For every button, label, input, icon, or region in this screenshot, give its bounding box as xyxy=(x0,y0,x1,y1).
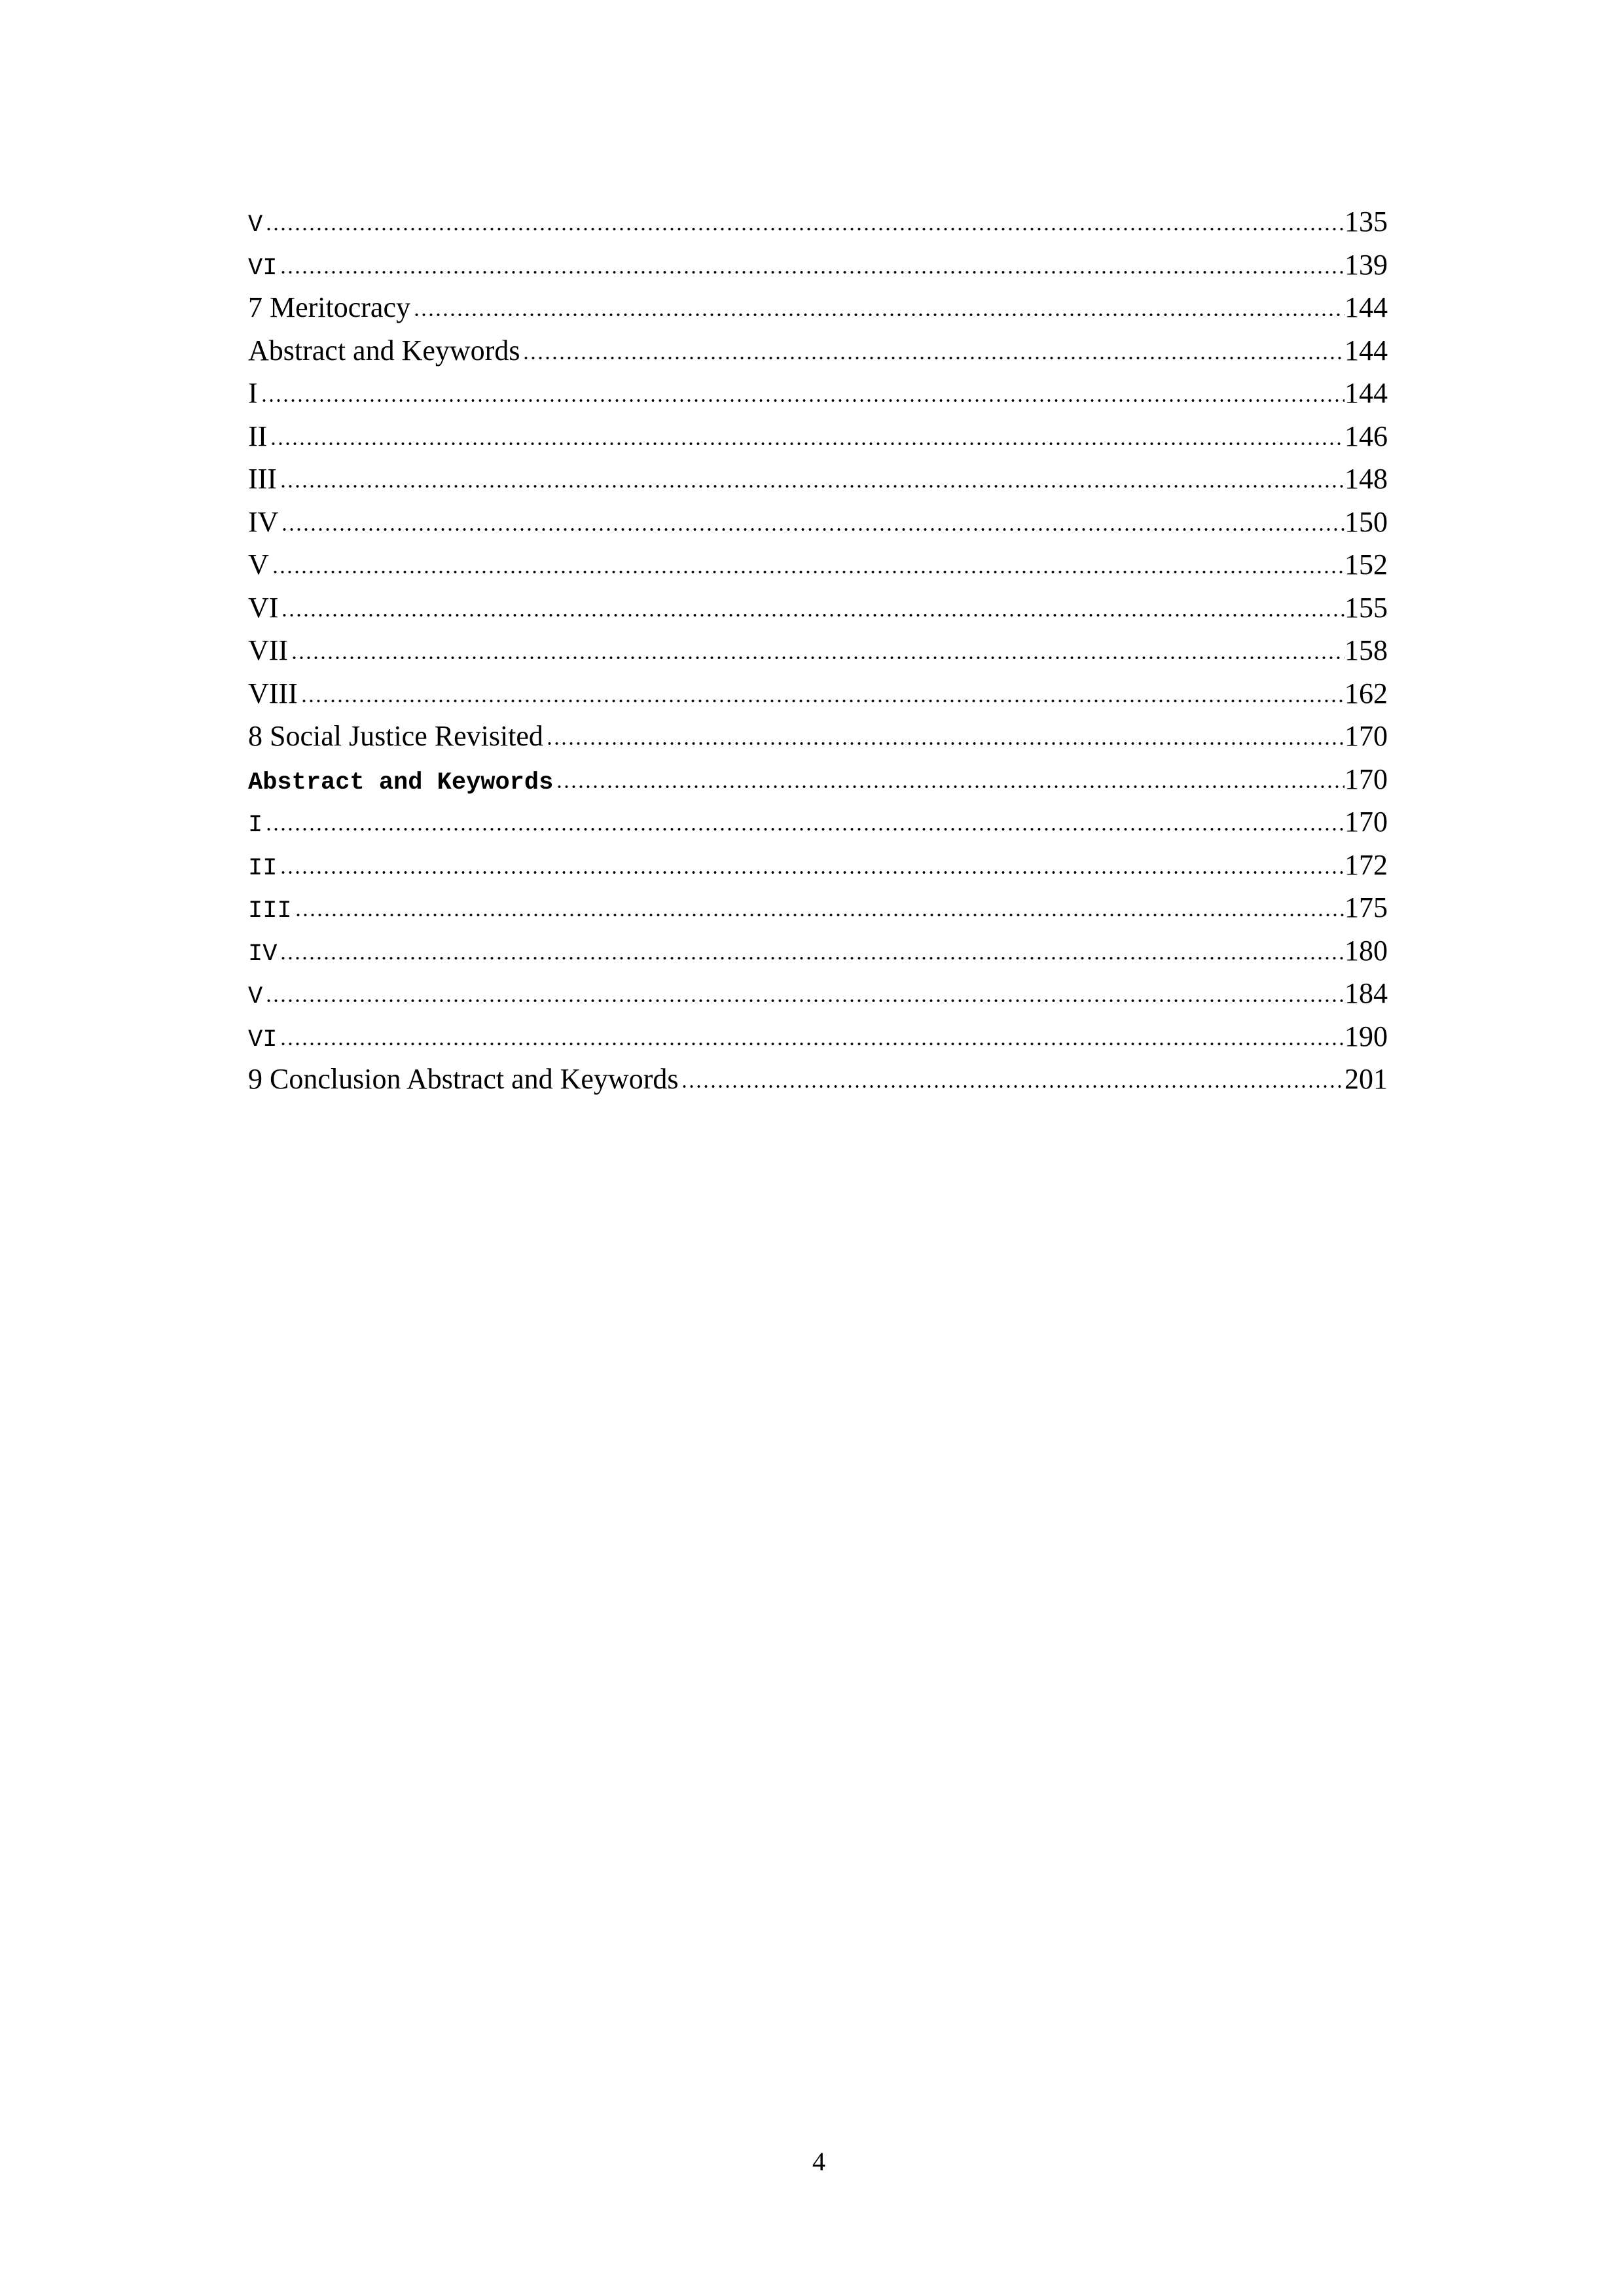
toc-dot-leader xyxy=(556,785,1344,789)
toc-entry-label: III xyxy=(248,463,277,495)
toc-entry-label: II xyxy=(248,854,278,882)
toc-dot-leader xyxy=(265,827,1344,831)
toc-entry[interactable] xyxy=(248,672,1388,715)
toc-entry-label: I xyxy=(248,812,263,839)
page-number: 4 xyxy=(812,2147,825,2176)
toc-entry-page: 152 xyxy=(1344,548,1388,581)
toc-entry[interactable] xyxy=(248,1015,1388,1058)
toc-entry[interactable] xyxy=(248,415,1388,458)
toc-entry[interactable] xyxy=(248,586,1388,630)
toc-dot-leader xyxy=(291,656,1344,660)
toc-entry-page: 184 xyxy=(1344,977,1388,1009)
toc-entry-label: VIII xyxy=(248,677,298,709)
toc-entry[interactable] xyxy=(248,329,1388,372)
toc-entry-page: 139 xyxy=(1344,248,1388,281)
toc-dot-leader xyxy=(265,227,1344,231)
toc-entry[interactable] xyxy=(248,715,1388,758)
toc-dot-leader xyxy=(280,270,1344,274)
toc-entry-page: 175 xyxy=(1344,891,1388,924)
toc-dot-leader xyxy=(546,742,1344,745)
toc-dot-leader xyxy=(265,999,1344,1003)
toc-entry[interactable] xyxy=(248,501,1388,544)
toc-entry-label: III xyxy=(248,897,292,925)
toc-entry[interactable] xyxy=(248,372,1388,415)
toc-dot-leader xyxy=(270,442,1344,446)
toc-entry-label: IV xyxy=(248,505,279,538)
toc-entry-label: VI xyxy=(248,254,278,282)
toc-entry-label: IV xyxy=(248,940,278,968)
toc-dot-leader xyxy=(300,699,1344,703)
toc-entry[interactable] xyxy=(248,758,1388,801)
toc-dot-leader xyxy=(280,1042,1344,1046)
toc-entry-page: 150 xyxy=(1344,505,1388,538)
toc-entry-label: VI xyxy=(248,1026,278,1054)
toc-entry[interactable] xyxy=(248,243,1388,287)
toc-dot-leader xyxy=(681,1085,1344,1088)
toc-entry[interactable] xyxy=(248,543,1388,586)
toc-entry-page: 155 xyxy=(1344,591,1388,624)
toc-entry-label: II xyxy=(248,420,268,452)
toc-entry-label: V xyxy=(248,548,269,581)
toc-entry-page: 144 xyxy=(1344,291,1388,323)
toc-entry-page: 135 xyxy=(1344,206,1388,238)
toc-entry-page: 148 xyxy=(1344,463,1388,495)
toc-entry[interactable] xyxy=(248,1058,1388,1101)
toc-entry[interactable] xyxy=(248,972,1388,1015)
toc-dot-leader xyxy=(413,313,1344,317)
toc-entry[interactable] xyxy=(248,886,1388,929)
toc-entry-label: Abstract and Keywords xyxy=(248,334,520,367)
toc-entry-label: VII xyxy=(248,634,289,666)
toc-entry[interactable] xyxy=(248,800,1388,844)
toc-dot-leader xyxy=(280,956,1344,960)
toc-entry-label: 7 Meritocracy xyxy=(248,291,410,323)
toc-entry-page: 170 xyxy=(1344,762,1388,795)
toc-dot-leader xyxy=(272,570,1344,574)
toc-entry-label: Abstract and Keywords xyxy=(248,768,554,797)
toc-entry-page: 162 xyxy=(1344,677,1388,709)
toc-entry-label: V xyxy=(248,211,263,239)
toc-entry-page: 170 xyxy=(1344,720,1388,752)
toc-dot-leader xyxy=(280,484,1344,488)
toc-dot-leader xyxy=(261,399,1344,403)
toc-entry[interactable] xyxy=(248,844,1388,887)
toc-entry-label: I xyxy=(248,377,258,409)
toc-entry-label: V xyxy=(248,983,263,1011)
toc-dot-leader xyxy=(281,528,1344,531)
toc-dot-leader xyxy=(281,613,1344,617)
toc-entry[interactable] xyxy=(248,629,1388,672)
toc-entry-page: 180 xyxy=(1344,934,1388,967)
toc-entry-page: 144 xyxy=(1344,334,1388,367)
toc-entry-label: VI xyxy=(248,591,279,624)
toc-entry-label: 9 Conclusion Abstract and Keywords xyxy=(248,1063,679,1095)
toc-entry-page: 170 xyxy=(1344,806,1388,838)
toc-entry-page: 158 xyxy=(1344,634,1388,666)
table-of-contents xyxy=(248,200,1388,1101)
toc-entry-page: 146 xyxy=(1344,420,1388,452)
toc-entry[interactable] xyxy=(248,286,1388,329)
toc-dot-leader xyxy=(522,356,1344,360)
toc-dot-leader xyxy=(295,913,1344,917)
toc-entry[interactable] xyxy=(248,457,1388,501)
toc-entry-page: 144 xyxy=(1344,377,1388,409)
toc-entry-page: 172 xyxy=(1344,848,1388,881)
toc-entry[interactable] xyxy=(248,200,1388,243)
toc-entry-page: 201 xyxy=(1344,1063,1388,1095)
toc-entry-page: 190 xyxy=(1344,1020,1388,1052)
toc-entry-label: 8 Social Justice Revisited xyxy=(248,720,543,752)
toc-entry[interactable] xyxy=(248,929,1388,973)
toc-dot-leader xyxy=(280,870,1344,874)
